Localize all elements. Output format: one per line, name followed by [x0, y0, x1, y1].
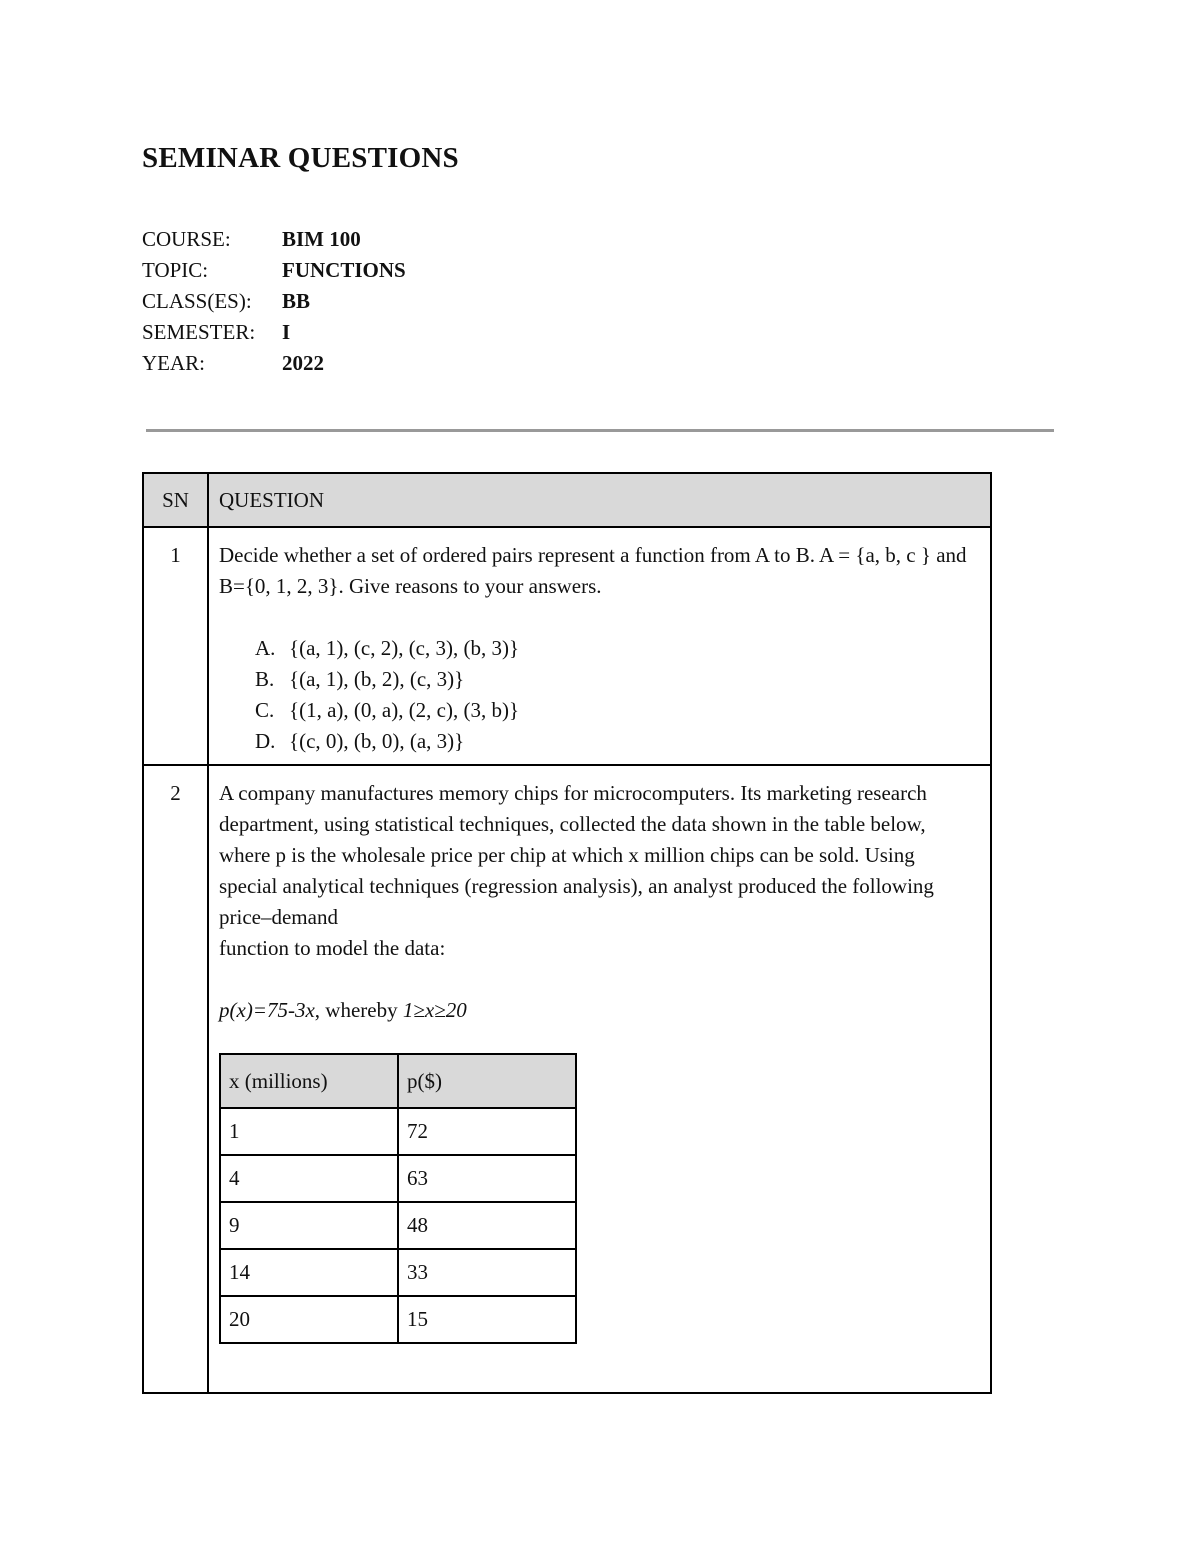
option-c-letter: C.	[255, 698, 275, 722]
option-a	[219, 633, 978, 664]
cell-p: 48	[398, 1202, 576, 1249]
cell-p: 15	[398, 1296, 576, 1343]
classes-value: BB	[282, 289, 311, 313]
classes-label: CLASS(ES):	[142, 289, 252, 313]
horizontal-divider	[146, 429, 1054, 432]
cell-p: 63	[398, 1155, 576, 1202]
year-row	[142, 348, 406, 379]
option-b	[219, 664, 978, 695]
cell-x: 20	[220, 1296, 398, 1343]
classes-row	[142, 286, 406, 317]
question-2-cell	[208, 765, 991, 1393]
question-2-text: A company manufactures memory chips for microcomputers. Its marketing research department, using statistical techniques, collected the data shown in the table below, where p is the wholesale price per chip at which x million chips can be sold. Using special analytical techniques (regression analysis), an analyst produced the following price–demand	[219, 781, 934, 929]
questions-header-row	[143, 473, 991, 527]
semester-value: I	[282, 320, 291, 344]
table-row	[220, 1202, 576, 1249]
table-row	[220, 1249, 576, 1296]
option-a-letter: A.	[255, 636, 276, 660]
formula-connector: , whereby	[314, 998, 403, 1022]
price-demand-table	[219, 1053, 577, 1344]
option-c-text: {(1, a), (0, a), (2, c), (3, b)}	[289, 698, 520, 722]
table-row	[220, 1108, 576, 1155]
formula-range: 1≥x≥20	[402, 998, 467, 1022]
questions-table	[142, 472, 992, 1394]
cell-x: 9	[220, 1202, 398, 1249]
formula-function: p(x)=75-3x	[219, 998, 315, 1022]
question-1-cell	[208, 527, 991, 765]
topic-label: TOPIC:	[142, 258, 209, 282]
topic-value: FUNCTIONS	[282, 258, 406, 282]
table-row	[220, 1155, 576, 1202]
semester-label: SEMESTER:	[142, 320, 256, 344]
semester-row	[142, 317, 406, 348]
cell-p: 33	[398, 1249, 576, 1296]
cell-p: 72	[398, 1108, 576, 1155]
option-b-text: {(a, 1), (b, 2), (c, 3)}	[289, 667, 465, 691]
table-row	[220, 1296, 576, 1343]
data-header-p: p($)	[398, 1054, 576, 1108]
question-row-2	[143, 765, 991, 1393]
header-sn: SN	[143, 473, 208, 527]
question-1-text: Decide whether a set of ordered pairs represent a function from A to B. A = {a, b, c } and B={0, 1, 2, 3}. Give reasons to your answers.	[219, 543, 967, 598]
option-d-letter: D.	[255, 729, 276, 753]
option-c	[219, 695, 978, 726]
data-header-row	[220, 1054, 576, 1108]
year-value: 2022	[282, 351, 324, 375]
option-b-letter: B.	[255, 667, 275, 691]
course-row	[142, 224, 406, 255]
course-value: BIM 100	[282, 227, 361, 251]
header-question: QUESTION	[208, 473, 991, 527]
option-d-text: {(c, 0), (b, 0), (a, 3)}	[289, 729, 465, 753]
cell-x: 1	[220, 1108, 398, 1155]
price-demand-formula	[219, 995, 978, 1026]
cell-x: 14	[220, 1249, 398, 1296]
topic-row	[142, 255, 406, 286]
option-a-text: {(a, 1), (c, 2), (c, 3), (b, 3)}	[289, 636, 520, 660]
option-d	[219, 726, 978, 757]
data-header-x: x (millions)	[220, 1054, 398, 1108]
question-2-number: 2	[143, 765, 208, 1393]
question-1-options	[219, 633, 978, 757]
question-row-1	[143, 527, 991, 765]
year-label: YEAR:	[142, 351, 205, 375]
cell-x: 4	[220, 1155, 398, 1202]
page-title: SEMINAR QUESTIONS	[142, 142, 459, 174]
question-2-text-continued: function to model the data:	[219, 936, 446, 960]
question-1-number: 1	[143, 527, 208, 765]
course-info	[142, 224, 406, 379]
course-label: COURSE:	[142, 227, 231, 251]
